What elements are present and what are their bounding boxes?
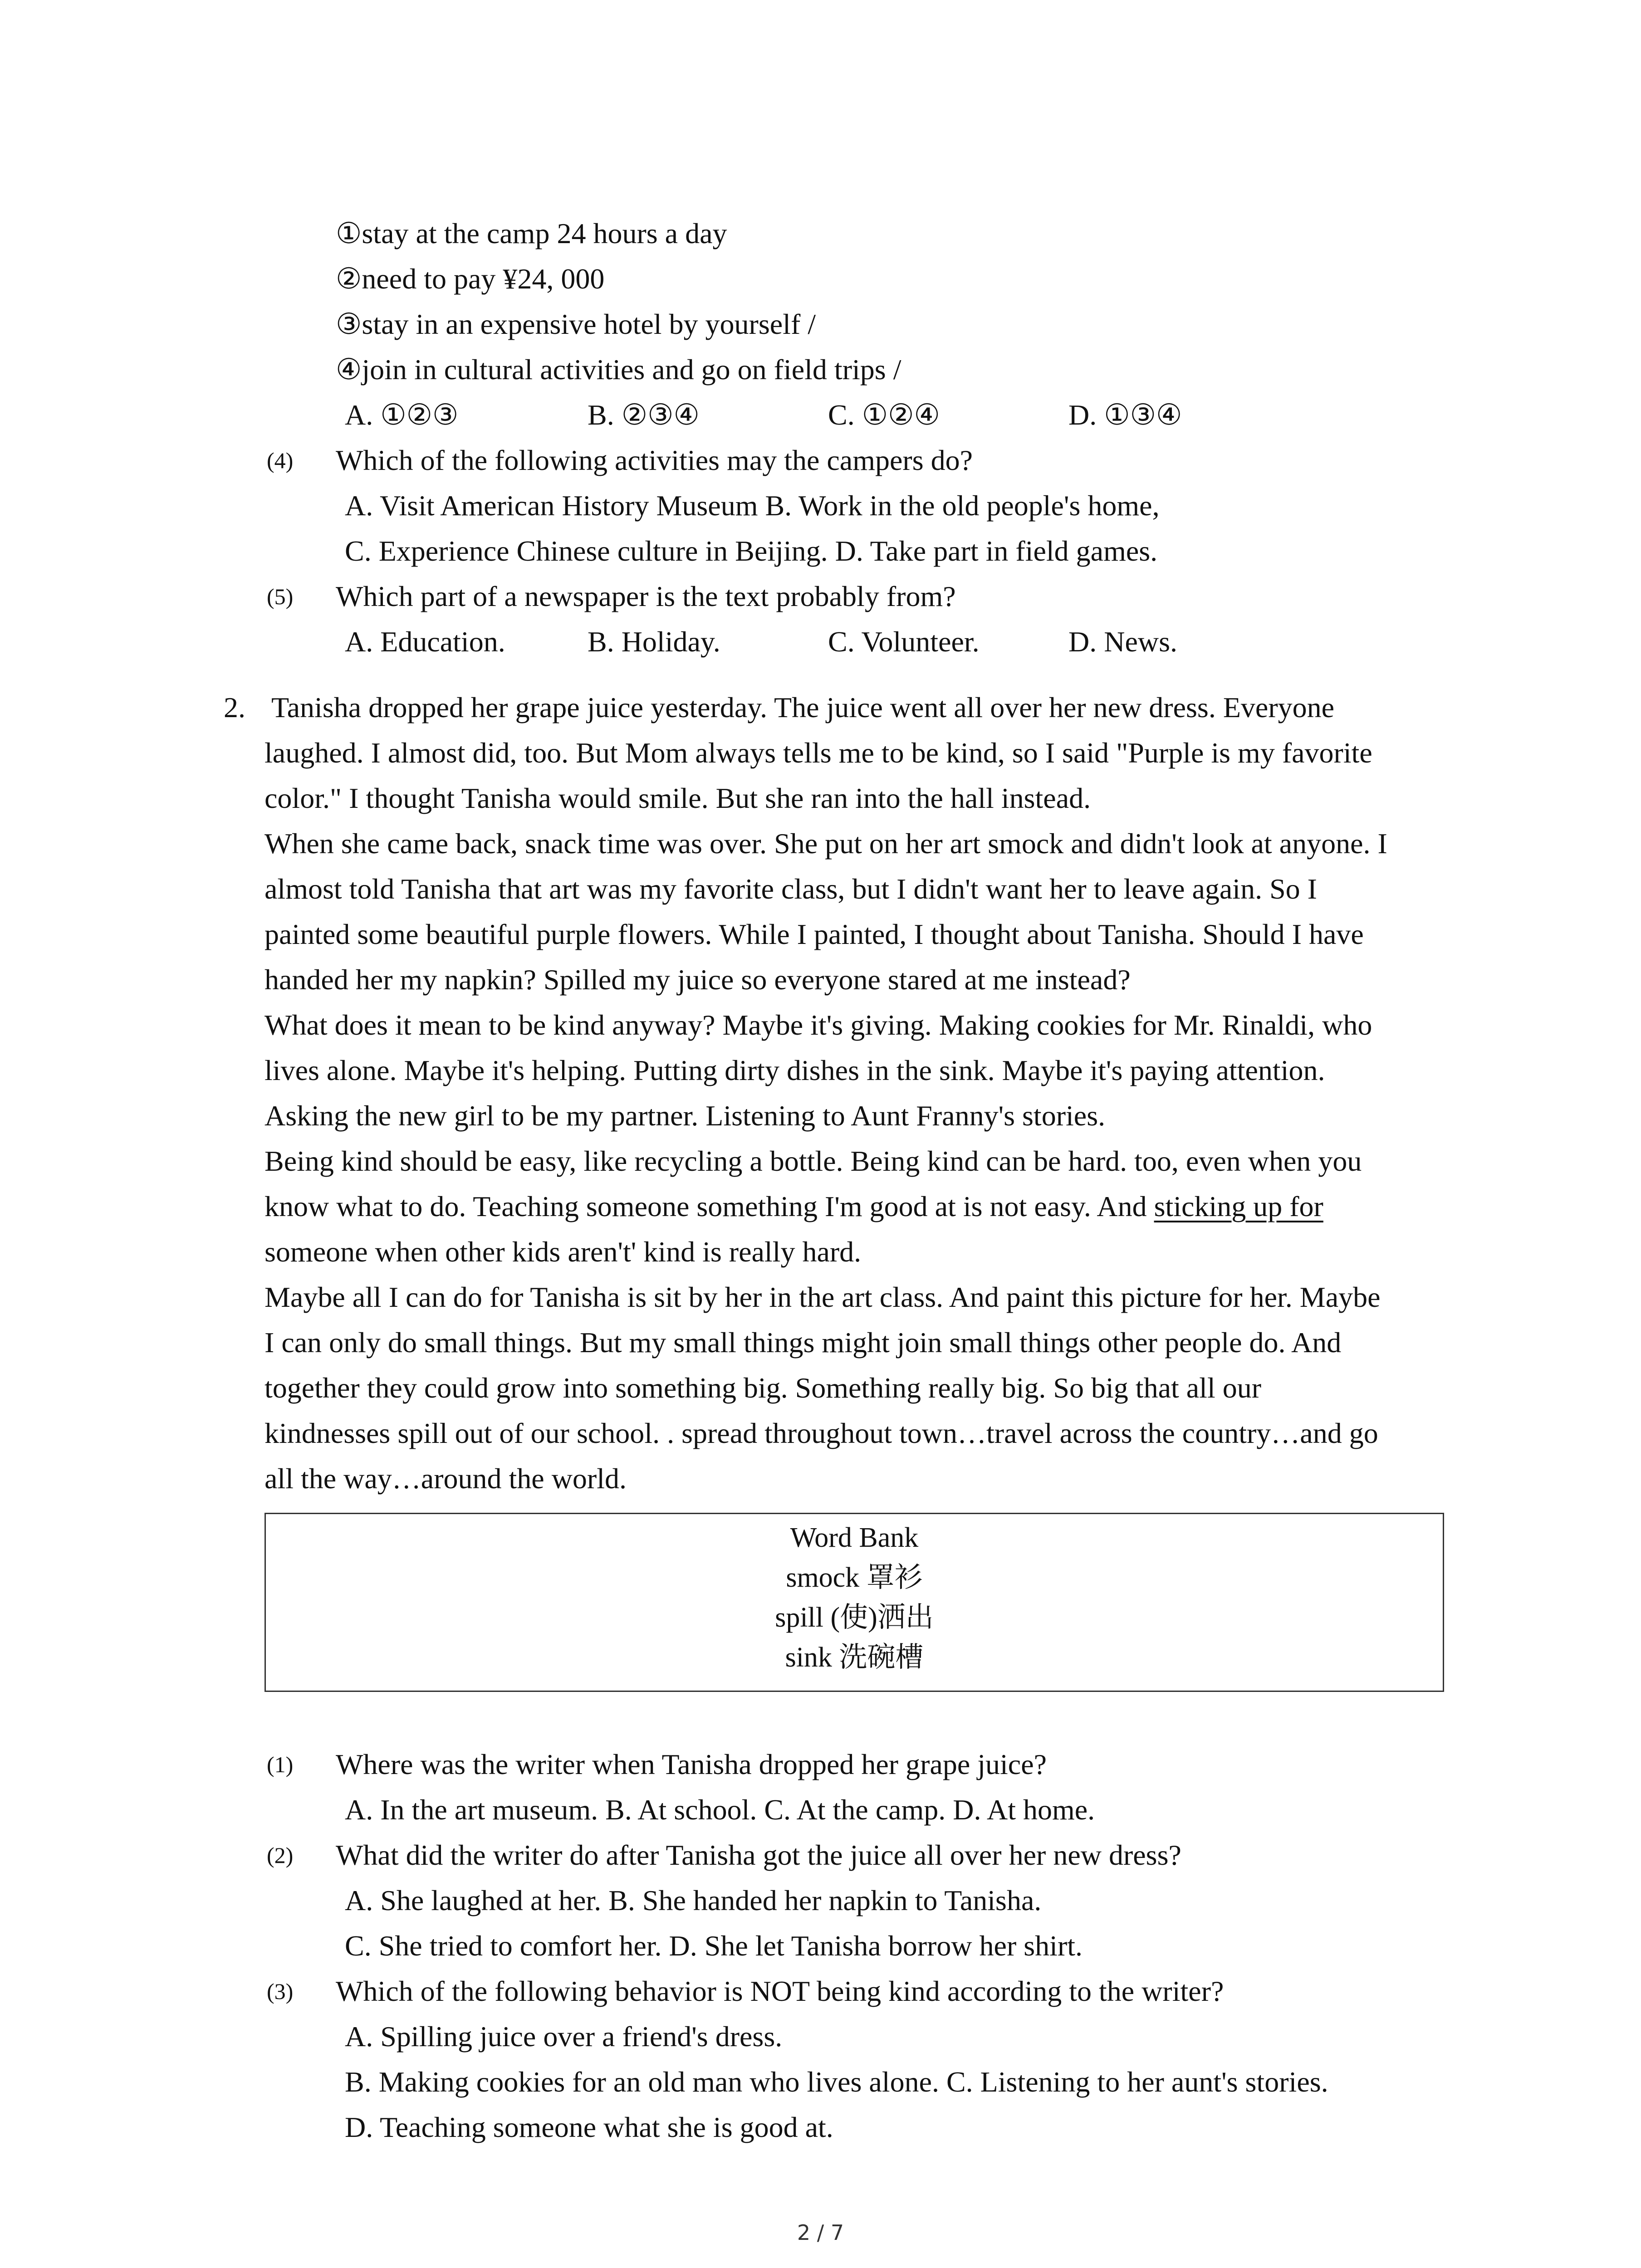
passage-text: know what to do. Teaching someone something I'm good at is not easy. And	[265, 1190, 1154, 1222]
q5-text: Which part of a newspaper is the text probably from?	[336, 580, 956, 612]
passage-line: Being kind should be easy, like recycling a bottle. Being kind can be hard. too, even when you	[265, 1145, 1362, 1177]
p2-q1-options: A. In the art museum. B. At school. C. At the camp. D. At home.	[345, 1794, 1095, 1826]
passage-line: color." I thought Tanisha would smile. But she ran into the hall instead.	[265, 782, 1091, 814]
q3-option-d: D. ①③④	[1068, 399, 1182, 431]
passage-2-number: 2.	[224, 691, 245, 723]
q4-text: Which of the following activities may the campers do?	[336, 444, 973, 476]
p2-q3-options-line-1: A. Spilling juice over a friend's dress.	[345, 2020, 783, 2053]
passage-line: painted some beautiful purple flowers. While I painted, I thought about Tanisha. Should I have	[265, 918, 1364, 950]
passage-line: someone when other kids aren't' kind is really hard.	[265, 1236, 862, 1268]
q5-option-d: D. News.	[1068, 626, 1177, 658]
passage-line: Asking the new girl to be my partner. Listening to Aunt Franny's stories.	[265, 1100, 1106, 1132]
q5-option-c: C. Volunteer.	[828, 626, 980, 658]
q4-number: (4)	[267, 448, 294, 473]
q3-option-a: A. ①②③	[345, 399, 459, 431]
q3-item-1: ①stay at the camp 24 hours a day	[336, 217, 727, 249]
q3-option-c: C. ①②④	[828, 399, 940, 431]
p2-q3-options-line-3: D. Teaching someone what she is good at.	[345, 2111, 833, 2143]
p2-q3-number: (3)	[267, 1979, 294, 2004]
page-number: 2 / 7	[797, 2220, 844, 2245]
passage-line: lives alone. Maybe it's helping. Putting dirty dishes in the sink. Maybe it's paying attention.	[265, 1054, 1325, 1086]
passage-line: Tanisha dropped her grape juice yesterday. The juice went all over her new dress. Everyone	[271, 691, 1335, 723]
q3-option-b: B. ②③④	[588, 399, 700, 431]
q4-options-line-2: C. Experience Chinese culture in Beijing. D. Take part in field games.	[345, 535, 1158, 567]
q5-option-b: B. Holiday.	[588, 626, 720, 658]
p2-q2-number: (2)	[267, 1843, 294, 1868]
q3-item-2: ②need to pay ¥24, 000	[336, 263, 605, 295]
passage-line: almost told Tanisha that art was my favorite class, but I didn't want her to leave again. So I	[265, 873, 1317, 905]
p2-q2-options-line-2: C. She tried to comfort her. D. She let Tanisha borrow her shirt.	[345, 1930, 1083, 1962]
p2-q2-text: What did the writer do after Tanisha got the juice all over her new dress?	[336, 1839, 1181, 1871]
passage-line-with-underline	[265, 1188, 1323, 1225]
passage-line: laughed. I almost did, too. But Mom always tells me to be kind, so I said "Purple is my favorite	[265, 737, 1372, 769]
q5-number: (5)	[267, 584, 294, 609]
q3-item-4: ④join in cultural activities and go on field trips /	[336, 353, 901, 386]
passage-line: What does it mean to be kind anyway? Maybe it's giving. Making cookies for Mr. Rinaldi, who	[265, 1009, 1372, 1041]
passage-line: together they could grow into something big. Something really big. So big that all our	[265, 1372, 1262, 1404]
word-bank-title: Word Bank	[790, 1522, 919, 1553]
passage-line: all the way…around the world.	[265, 1462, 627, 1495]
p2-q3-options-line-2: B. Making cookies for an old man who lives alone. C. Listening to her aunt's stories.	[345, 2066, 1328, 2098]
word-bank-entry: smock 罩衫	[786, 1562, 923, 1593]
q5-option-a: A. Education.	[345, 626, 505, 658]
p2-q2-options-line-1: A. She laughed at her. B. She handed her napkin to Tanisha.	[345, 1884, 1042, 1916]
p2-q3-text: Which of the following behavior is NOT being kind according to the writer?	[336, 1975, 1224, 2007]
word-bank-box	[265, 1513, 1444, 1692]
passage-line: I can only do small things. But my small things might join small things other people do. And	[265, 1326, 1342, 1359]
word-bank-entry: sink 洗碗槽	[785, 1642, 924, 1673]
passage-line: When she came back, snack time was over. She put on her art smock and didn't look at anyone. I	[265, 827, 1387, 860]
p2-q1-text: Where was the writer when Tanisha dropped her grape juice?	[336, 1748, 1047, 1780]
passage-line: kindnesses spill out of our school. . spread throughout town…travel across the country…and go	[265, 1417, 1378, 1449]
word-bank-entry: spill (使)洒出	[775, 1602, 934, 1633]
q3-item-3: ③stay in an expensive hotel by yourself /	[336, 308, 816, 340]
q4-options-line-1: A. Visit American History Museum B. Work in the old people's home,	[345, 489, 1160, 522]
p2-q1-number: (1)	[267, 1752, 294, 1777]
passage-line: Maybe all I can do for Tanisha is sit by her in the art class. And paint this picture for her. Maybe	[265, 1281, 1381, 1313]
passage-line: handed her my napkin? Spilled my juice so everyone stared at me instead?	[265, 963, 1131, 996]
underlined-phrase: sticking up for	[1154, 1190, 1323, 1222]
